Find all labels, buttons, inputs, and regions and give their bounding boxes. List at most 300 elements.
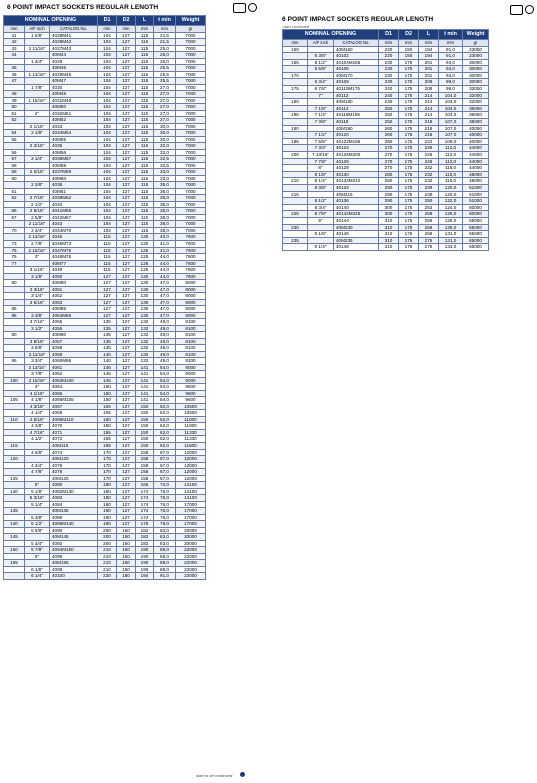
table-cell: 125 <box>136 234 154 241</box>
table-cell: 30000 <box>463 72 489 79</box>
table-cell: 175 <box>399 165 419 172</box>
table-cell: 127 <box>117 521 136 528</box>
table-cell: 150 <box>136 416 154 423</box>
page-title-right: 6 POINT IMPACT SOCKETS REGULAR LENGTH <box>282 16 434 23</box>
table-cell: 104 <box>98 201 117 208</box>
table-cell: 4053 <box>50 299 98 306</box>
table-cell: 127 <box>117 429 136 436</box>
table-cell: 127 <box>117 182 136 189</box>
table-cell: 115 <box>136 52 154 59</box>
table-cell: 25,5 <box>154 71 176 78</box>
table-cell: 4041M65 <box>50 208 98 215</box>
table-cell: 127 <box>117 351 136 358</box>
table-cell: 126,0 <box>439 211 463 218</box>
table-cell: 115 <box>98 234 117 241</box>
table-cell: 40M61 <box>50 188 98 195</box>
table-row <box>283 204 525 211</box>
table-cell: 75 <box>4 247 25 254</box>
table-cell: 127 <box>117 247 136 254</box>
table-cell: 180 <box>98 482 117 489</box>
table-cell: 91,0 <box>439 53 463 60</box>
table-cell: 310 <box>379 244 399 251</box>
table-cell: 145 <box>98 364 117 371</box>
table-cell: 7000 <box>176 169 206 176</box>
table-cell: 60000 <box>463 204 489 211</box>
table-cell: 4032M51 <box>50 110 98 117</box>
table-cell: 40142M225 <box>334 211 379 218</box>
table-cell: 220 <box>379 53 399 60</box>
table-cell: 132 <box>136 332 154 339</box>
table-cell: 2 5/16" <box>25 169 50 176</box>
table-cell: 7000 <box>176 208 206 215</box>
table-cell: 120 <box>4 456 25 463</box>
table-cell: 127 <box>117 214 136 221</box>
table-cell: 4055 <box>50 319 98 326</box>
table-cell: 110 <box>4 416 25 423</box>
socket-table-right <box>282 29 525 251</box>
table-cell: 4049 <box>50 267 98 274</box>
table-cell <box>283 184 308 191</box>
table-cell: 115 <box>136 221 154 228</box>
table-cell <box>283 231 308 238</box>
table-cell: 185 <box>283 112 308 119</box>
table-cell: 4090 <box>50 527 98 534</box>
table-cell: 3 1/4" <box>25 293 50 300</box>
table-cell: 88,0 <box>154 560 176 567</box>
table-cell: 67,0 <box>154 449 176 456</box>
table-cell: 127 <box>117 65 136 72</box>
table-cell: 275 <box>419 237 439 244</box>
table-cell: 25,0 <box>154 52 176 59</box>
table-cell: 230 <box>379 72 399 79</box>
table-cell: 300 <box>379 211 399 218</box>
table-cell: 36000 <box>463 112 489 119</box>
table-cell: 182 <box>136 527 154 534</box>
table-row <box>283 92 525 99</box>
table-cell: 27,0 <box>154 104 176 111</box>
table-cell: 122,0 <box>439 198 463 205</box>
table-cell: 104,0 <box>439 92 463 99</box>
table-cell: 1 3/4" <box>25 58 50 65</box>
table-cell: 4083 <box>50 495 98 502</box>
table-cell: 40M170 <box>334 72 379 79</box>
table-cell: 175 <box>399 86 419 93</box>
table-row <box>283 217 525 224</box>
table-cell: 54 <box>4 130 25 137</box>
l-header: L <box>419 30 439 40</box>
table-cell: 40M135 <box>50 508 98 515</box>
table-cell: 67,0 <box>154 456 176 463</box>
table-cell: 175 <box>399 145 419 152</box>
table-cell: 4071 <box>50 429 98 436</box>
table-cell: 49,0 <box>154 345 176 352</box>
table-cell: 130 <box>136 312 154 319</box>
table-cell: 14100 <box>176 495 206 502</box>
table-cell: 4038 <box>50 182 98 189</box>
table-cell: 20000 <box>176 540 206 547</box>
table-cell: 47,0 <box>154 312 176 319</box>
l-unit-header: mm <box>419 40 439 47</box>
table-cell: 175 <box>399 92 419 99</box>
table-cell: 150 <box>136 410 154 417</box>
table-cell: 115 <box>136 156 154 163</box>
table-cell: 94,0 <box>439 66 463 73</box>
table-cell: 107,0 <box>439 119 463 126</box>
table-row <box>4 573 248 580</box>
table-cell: 7 1/8" <box>308 105 334 112</box>
table-cell: 21,5 <box>154 39 176 46</box>
table-cell: 124,0 <box>439 204 463 211</box>
table-cell: 44,0 <box>154 254 176 261</box>
table-cell: 4060M95 <box>50 358 98 365</box>
table-cell: 127 <box>117 345 136 352</box>
table-row <box>283 46 525 53</box>
table-cell: 150 <box>117 553 136 560</box>
table-row <box>283 198 525 205</box>
table-cell: 40M215 <box>334 191 379 198</box>
table-cell: 40M44 <box>50 52 98 59</box>
table-cell: 4092 <box>50 540 98 547</box>
table-cell: 4074 <box>50 449 98 456</box>
table-cell: 125 <box>136 254 154 261</box>
table-row <box>283 231 525 238</box>
table-cell: 4054M86 <box>50 312 98 319</box>
table-cell: 7000 <box>176 195 206 202</box>
table-cell: 25,0 <box>154 58 176 65</box>
table-cell: 127 <box>117 377 136 384</box>
table-cell: 4043 <box>50 221 98 228</box>
table-cell: 174 <box>136 508 154 515</box>
table-cell: 40146 <box>334 231 379 238</box>
table-cell: 132 <box>136 319 154 326</box>
table-cell: 4" <box>25 384 50 391</box>
table-cell: 127 <box>117 475 136 482</box>
table-cell: 40144 <box>334 217 379 224</box>
table-row <box>283 125 525 132</box>
table-cell: 38,0 <box>154 221 176 228</box>
table-cell: 115 <box>136 208 154 215</box>
table-cell: 127 <box>117 364 136 371</box>
mm-unit-header: mm <box>283 40 308 47</box>
table-cell: 127 <box>117 169 136 176</box>
table-cell: 190 <box>283 125 308 132</box>
table-cell: 141 <box>136 397 154 404</box>
table-cell: 214 <box>419 112 439 119</box>
table-cell: 76,0 <box>154 501 176 508</box>
table-cell: 77 <box>4 260 25 267</box>
table-cell: 3 9/16" <box>25 338 50 345</box>
table-cell: 127 <box>117 436 136 443</box>
table-cell: 175 <box>399 224 419 231</box>
table-cell: 7600 <box>176 247 206 254</box>
table-cell: 127 <box>117 91 136 98</box>
table-cell: 7000 <box>176 188 206 195</box>
continue-arrow-icon <box>240 772 245 777</box>
table-cell: 127 <box>117 469 136 476</box>
table-cell: 76,0 <box>154 488 176 495</box>
table-cell: 25,5 <box>154 78 176 85</box>
table-cell: 150 <box>117 560 136 567</box>
table-cell: 32000 <box>463 99 489 106</box>
table-cell: 40M235 <box>334 237 379 244</box>
table-cell: 127 <box>117 227 136 234</box>
table-cell: 32,5 <box>154 162 176 169</box>
table-cell: 3 3/4" <box>25 358 50 365</box>
table-cell: 239 <box>419 191 439 198</box>
table-cell: 104 <box>98 143 117 150</box>
table-cell: 7" <box>308 92 334 99</box>
table-cell: 104 <box>98 169 117 176</box>
table-cell: 2 1/2" <box>25 201 50 208</box>
table-cell: 40116M185 <box>334 112 379 119</box>
table-cell: 140 <box>98 351 117 358</box>
table-cell: 4044M70 <box>50 227 98 234</box>
table-cell: 38,0 <box>154 214 176 221</box>
table-cell: 127 <box>117 130 136 137</box>
table-cell: 83,0 <box>154 527 176 534</box>
table-cell: 7000 <box>176 182 206 189</box>
table-cell: 127 <box>98 312 117 319</box>
table-cell: 62 <box>4 195 25 202</box>
table-cell <box>283 79 308 86</box>
table-cell: 104 <box>98 104 117 111</box>
table-cell: 133,0 <box>439 244 463 251</box>
table-cell: 115 <box>136 65 154 72</box>
table-cell: 55 <box>4 136 25 143</box>
table-cell: 12000 <box>176 456 206 463</box>
table-cell: 174 <box>136 488 154 495</box>
table-cell: 107,0 <box>439 132 463 139</box>
table-cell: 128,0 <box>439 217 463 224</box>
table-cell: 44,0 <box>154 273 176 280</box>
table-cell <box>283 92 308 99</box>
table-cell: 135 <box>98 345 117 352</box>
table-cell: 130 <box>136 280 154 287</box>
af-inch-header: A/F inch <box>25 26 50 33</box>
table-row <box>283 138 525 145</box>
table-cell: 115 <box>136 78 154 85</box>
d2-header: D2 <box>399 30 419 40</box>
table-cell: 27,0 <box>154 110 176 117</box>
table-cell: 158 <box>136 462 154 469</box>
table-cell: 280 <box>379 171 399 178</box>
table-cell: 99,0 <box>439 86 463 93</box>
table-cell: 2 1/16" <box>25 123 50 130</box>
table-cell: 4 3/4" <box>25 462 50 469</box>
table-cell: 115 <box>98 247 117 254</box>
table-cell: 8100 <box>176 345 206 352</box>
table-cell: 127 <box>117 221 136 228</box>
table-cell: 150 <box>136 403 154 410</box>
table-cell: 23000 <box>463 53 489 60</box>
table-cell: 210 <box>98 553 117 560</box>
table-cell: 4 1/2" <box>25 436 50 443</box>
table-cell: 4051 <box>50 286 98 293</box>
table-cell: 214 <box>419 105 439 112</box>
table-cell: 115 <box>136 162 154 169</box>
table-cell: 104 <box>98 45 117 52</box>
table-cell: 104 <box>98 91 117 98</box>
table-cell: 250 <box>379 112 399 119</box>
table-cell: 258 <box>419 211 439 218</box>
table-cell: 141 <box>136 390 154 397</box>
table-cell: 104 <box>98 32 117 39</box>
table-cell: 54,0 <box>154 371 176 378</box>
table-cell: 141 <box>136 384 154 391</box>
table-cell: 132 <box>136 338 154 345</box>
table-cell: 310 <box>379 231 399 238</box>
table-cell: 115 <box>136 214 154 221</box>
table-cell: 2 15/16" <box>25 247 50 254</box>
table-cell: 115,0 <box>439 178 463 185</box>
table-cell: 115 <box>136 182 154 189</box>
table-cell: 2 9/16" <box>25 208 50 215</box>
table-cell: 127 <box>117 149 136 156</box>
table-cell: 127 <box>117 508 136 515</box>
table-cell: 125 <box>136 267 154 274</box>
table-cell: 127 <box>117 84 136 91</box>
table-cell <box>283 105 308 112</box>
table-cell: 47,0 <box>154 286 176 293</box>
table-cell: 90 <box>4 332 25 339</box>
table-cell: 14100 <box>176 482 206 489</box>
table-cell: 7 13/16" <box>308 152 334 159</box>
table-cell: 22000 <box>176 566 206 573</box>
table-cell: 258 <box>419 217 439 224</box>
table-cell: 150 <box>136 442 154 449</box>
table-cell: 27,0 <box>154 97 176 104</box>
table-cell: 127 <box>117 403 136 410</box>
table-cell: 194 <box>419 46 439 53</box>
table-cell: 48 <box>4 91 25 98</box>
table-cell: 127 <box>117 358 136 365</box>
table-cell: 127 <box>117 488 136 495</box>
table-cell: 85 <box>4 306 25 313</box>
table-cell: 7 1/2" <box>308 132 334 139</box>
table-cell: 155 <box>98 403 117 410</box>
table-cell: 40M52 <box>50 117 98 124</box>
table-cell: 8100 <box>176 319 206 326</box>
table-cell: 174 <box>136 495 154 502</box>
table-cell: 4 1/16" <box>25 390 50 397</box>
table-cell: 125 <box>136 260 154 267</box>
table-cell: 230 <box>379 66 399 73</box>
table-cell: 104 <box>98 71 117 78</box>
table-cell: 3 7/8" <box>25 371 50 378</box>
table-cell: 132 <box>136 358 154 365</box>
table-cell: 125 <box>136 241 154 248</box>
table-cell: 190 <box>98 501 117 508</box>
table-cell: 201 <box>419 59 439 66</box>
table-cell: 190 <box>136 566 154 573</box>
table-cell: 7000 <box>176 221 206 228</box>
socket-icon <box>233 3 246 13</box>
table-cell: 40M155 <box>50 560 98 567</box>
table-cell: 175 <box>399 191 419 198</box>
table-cell: 33,0 <box>154 175 176 182</box>
table-cell: 175 <box>399 198 419 205</box>
table-cell: 54,0 <box>154 364 176 371</box>
table-cell: 104 <box>98 182 117 189</box>
table-cell <box>4 573 25 580</box>
table-cell <box>283 171 308 178</box>
table-cell: 218 <box>419 119 439 126</box>
table-cell: 112,0 <box>439 145 463 152</box>
table-cell: 4 7/8" <box>25 469 50 476</box>
table-cell: 127 <box>98 306 117 313</box>
table-cell: 51 <box>4 110 25 117</box>
table-cell: 127 <box>117 442 136 449</box>
table-cell: 40M48 <box>50 91 98 98</box>
table-cell: 49,0 <box>154 325 176 332</box>
table-cell: 200 <box>98 527 117 534</box>
table-cell: 190 <box>136 547 154 554</box>
table-cell: 104 <box>98 84 117 91</box>
table-cell: 40M230 <box>334 224 379 231</box>
socket-icon <box>510 5 523 15</box>
table-cell: 94,0 <box>439 59 463 66</box>
table-cell: 8000 <box>176 312 206 319</box>
table-cell: 120,0 <box>439 184 463 191</box>
table-cell: 127 <box>117 312 136 319</box>
table-cell: 22000 <box>176 560 206 567</box>
table-cell: 40100 <box>50 573 98 580</box>
table-cell: 40M160 <box>334 46 379 53</box>
table-cell: 150 <box>136 429 154 436</box>
table-cell: 200 <box>283 152 308 159</box>
table-cell: 127 <box>117 514 136 521</box>
table-cell: 14100 <box>176 488 206 495</box>
table-cell: 40M80 <box>50 280 98 287</box>
table-cell: 7000 <box>176 97 206 104</box>
table-cell: 127 <box>117 449 136 456</box>
table-cell: 160 <box>98 423 117 430</box>
table-cell: 79,0 <box>154 521 176 528</box>
table-cell: 5 7/8" <box>25 547 50 554</box>
table-cell: 11500 <box>176 442 206 449</box>
table-cell: 7000 <box>176 45 206 52</box>
table-cell: 104,0 <box>439 99 463 106</box>
table-cell: 7 5/8" <box>308 138 334 145</box>
table-cell: 7000 <box>176 227 206 234</box>
table-cell: 4 3/16" <box>25 403 50 410</box>
table-cell: 150 <box>399 53 419 60</box>
table-cell: 44 <box>4 52 25 59</box>
table-cell: 60 <box>4 175 25 182</box>
table-cell: 17000 <box>176 521 206 528</box>
table-cell: 250 <box>419 198 439 205</box>
table-cell: 270 <box>379 145 399 152</box>
table-cell: 9600 <box>176 397 206 404</box>
table-cell: 5 3/4" <box>25 540 50 547</box>
table-cell: 83,0 <box>154 534 176 541</box>
table-cell: 49,0 <box>154 338 176 345</box>
table-cell: 40132M210 <box>334 178 379 185</box>
table-cell: 125 <box>4 475 25 482</box>
table-cell: 214 <box>419 99 439 106</box>
table-cell: 239 <box>419 184 439 191</box>
table-cell: 40M60 <box>50 175 98 182</box>
table-cell: 115 <box>136 104 154 111</box>
table-cell: 127 <box>117 482 136 489</box>
tmin-header: t min <box>154 16 176 26</box>
table-cell: 9000 <box>176 364 206 371</box>
table-cell: 130 <box>136 293 154 300</box>
table-cell: 232 <box>419 171 439 178</box>
table-cell: 5 1/4" <box>25 501 50 508</box>
table-cell: 11000 <box>176 416 206 423</box>
table-row <box>283 72 525 79</box>
